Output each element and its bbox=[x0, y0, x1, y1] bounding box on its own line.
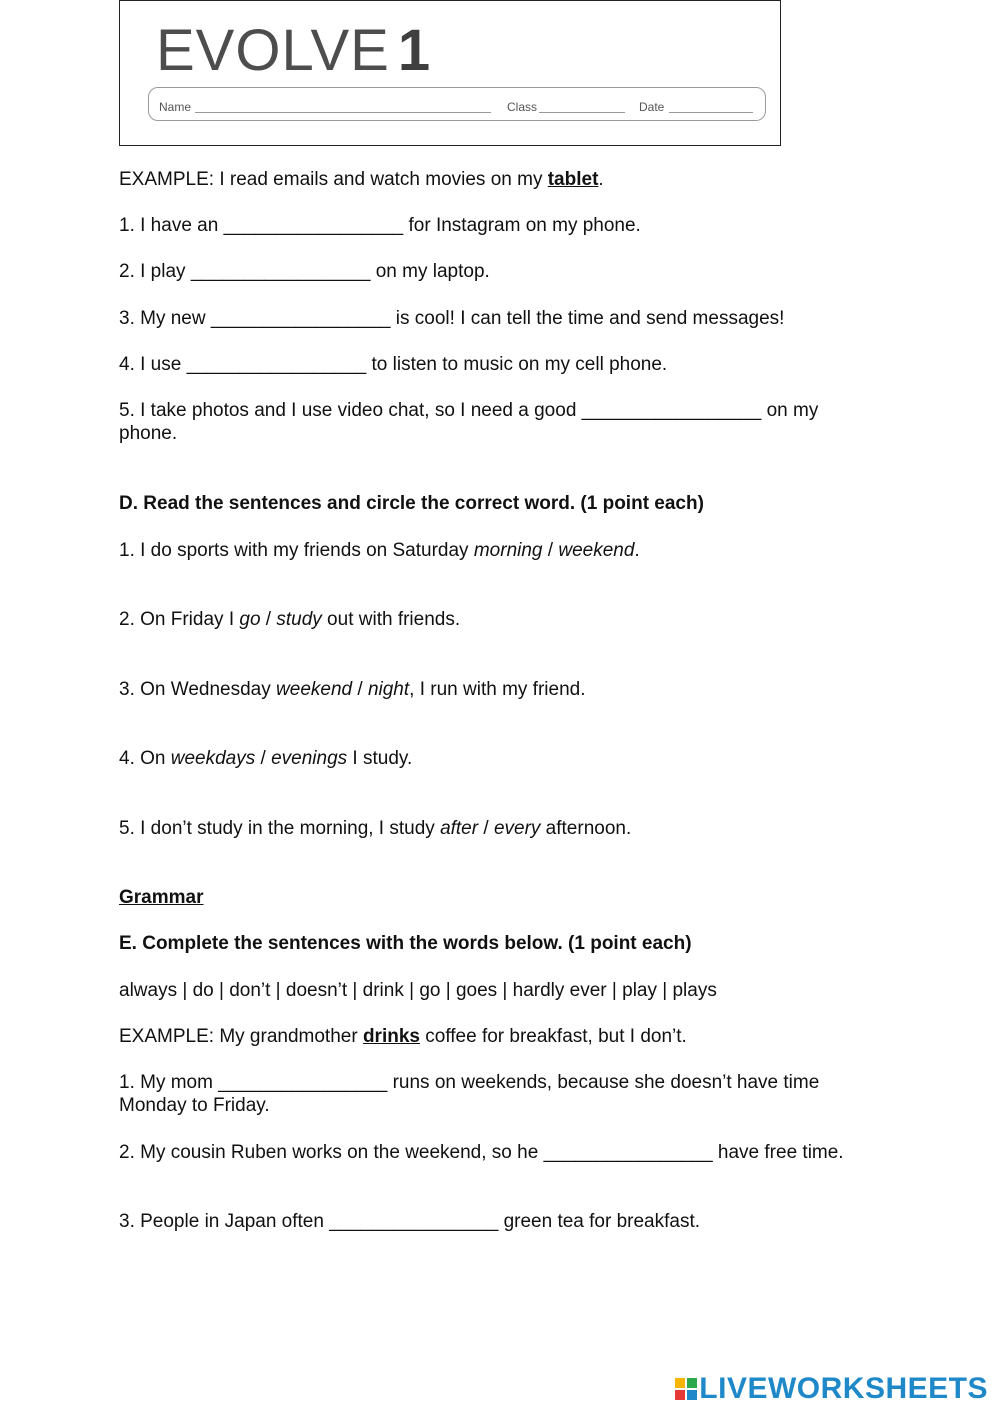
question-d-3: 3. On Wednesday weekend / night, I run with my friend. bbox=[119, 679, 586, 700]
option-weekend[interactable]: weekend bbox=[558, 540, 635, 561]
liveworksheets-icon bbox=[675, 1378, 697, 1400]
liveworksheets-logo bbox=[675, 1372, 988, 1406]
option-study[interactable]: study bbox=[276, 609, 322, 630]
grammar-example: EXAMPLE: My grandmother drinks coffee for breakfast, but I don’t. bbox=[119, 1026, 687, 1047]
student-info-row bbox=[148, 87, 766, 121]
question-c-3[interactable]: 3. My new _________________ is cool! I can tell the time and send messages! bbox=[119, 308, 785, 329]
option-weekdays[interactable]: weekdays bbox=[170, 748, 256, 769]
question-d-2: 2. On Friday I go / study out with friends. bbox=[119, 609, 461, 630]
question-c-1[interactable]: 1. I have an _________________ for Instagram on my phone. bbox=[119, 215, 641, 236]
class-field[interactable] bbox=[539, 112, 625, 113]
question-d-4: 4. On weekdays / evenings I study. bbox=[119, 748, 413, 769]
worksheet-header bbox=[119, 0, 781, 146]
option-after[interactable]: after bbox=[440, 818, 479, 839]
option-go[interactable]: go bbox=[239, 609, 261, 630]
option-every[interactable]: every bbox=[493, 818, 541, 839]
example-answer: tablet bbox=[547, 169, 599, 190]
name-label: Name bbox=[159, 100, 192, 114]
name-field[interactable] bbox=[195, 112, 491, 113]
question-e-1[interactable]: 1. My mom ________________ runs on weekends, because she doesn’t have time Monday to Friday. bbox=[119, 1072, 820, 1116]
question-d-1: 1. I do sports with my friends on Saturday morning / weekend. bbox=[119, 540, 640, 561]
question-e-3[interactable]: 3. People in Japan often ________________ green tea for breakfast. bbox=[119, 1211, 701, 1232]
question-c-2[interactable]: 2. I play _________________ on my laptop. bbox=[119, 261, 490, 282]
question-c-4[interactable]: 4. I use _________________ to listen to music on my cell phone. bbox=[119, 354, 668, 375]
grammar-heading: Grammar bbox=[119, 887, 204, 908]
section-e-title: E. Complete the sentences with the words below. (1 point each) bbox=[119, 933, 692, 954]
grammar-example-answer: drinks bbox=[362, 1026, 420, 1047]
question-c-5[interactable]: 5. I take photos and I use video chat, so I need a good _________________ on my phone. bbox=[119, 400, 819, 444]
option-evenings[interactable]: evenings bbox=[271, 748, 348, 769]
question-d-5: 5. I don’t study in the morning, I study after / every afternoon. bbox=[119, 818, 632, 839]
question-e-2[interactable]: 2. My cousin Ruben works on the weekend, so he ________________ have free time. bbox=[119, 1142, 844, 1163]
word-bank: always | do | don’t | doesn’t | drink | go | goes | hardly ever | play | plays bbox=[119, 980, 717, 1001]
section-d-title: D. Read the sentences and circle the correct word. (1 point each) bbox=[119, 493, 704, 514]
class-label: Class bbox=[507, 100, 538, 114]
option-night[interactable]: night bbox=[367, 679, 410, 700]
date-label: Date bbox=[639, 100, 665, 114]
evolve-logo: EVOLVE 1 bbox=[156, 18, 432, 83]
option-morning[interactable]: morning bbox=[473, 540, 543, 561]
option-weekend[interactable]: weekend bbox=[276, 679, 353, 700]
example-sentence: EXAMPLE: I read emails and watch movies on my tablet. bbox=[119, 169, 604, 190]
liveworksheets-brand: LIVEWORKSHEETS bbox=[699, 1372, 988, 1405]
date-field[interactable] bbox=[669, 112, 753, 113]
